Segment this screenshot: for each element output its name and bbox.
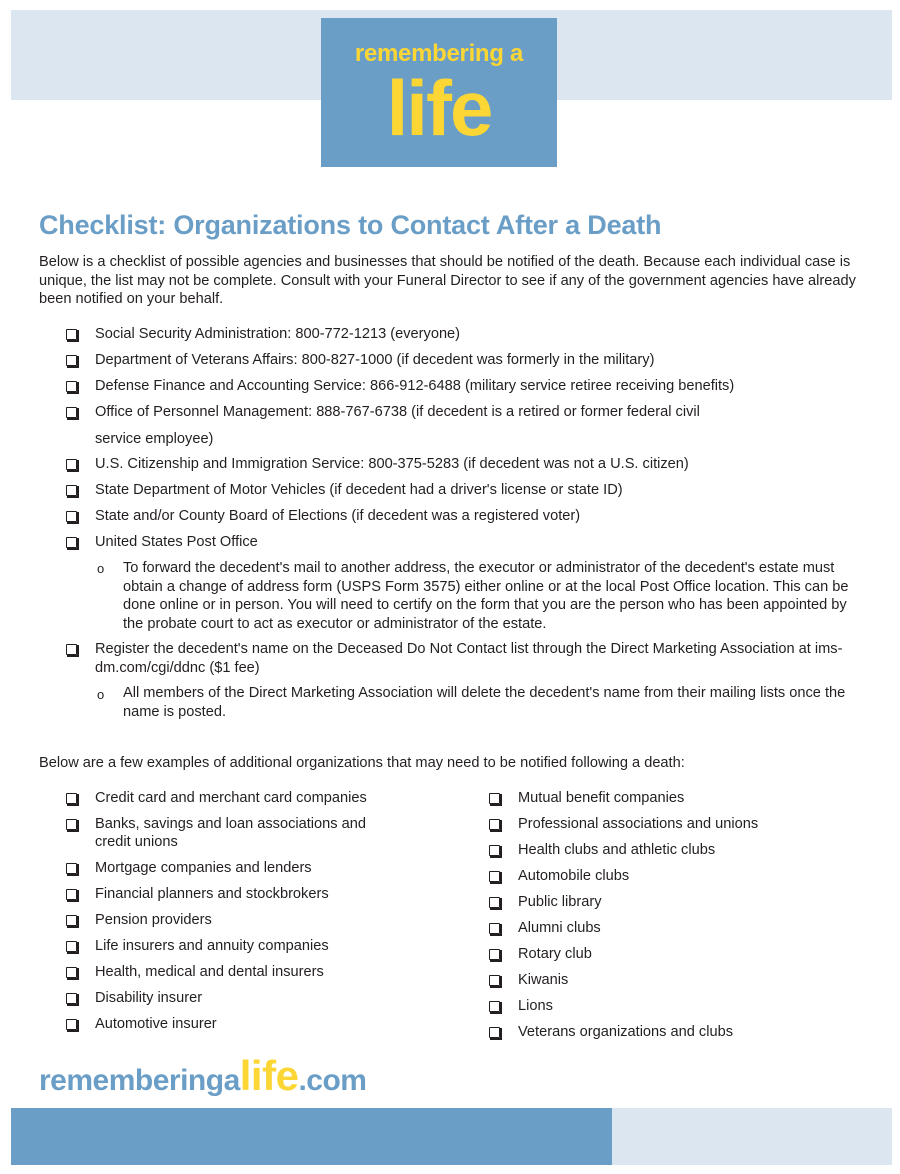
footer-band-light bbox=[612, 1108, 892, 1165]
sub-bullet-icon: o bbox=[97, 561, 105, 576]
checkbox-icon[interactable] bbox=[66, 863, 77, 874]
agency-item: United States Post Office bbox=[95, 534, 258, 550]
footer-logo-part3: life bbox=[239, 1052, 299, 1099]
checkbox-icon[interactable] bbox=[66, 941, 77, 952]
checkbox-icon[interactable] bbox=[66, 537, 77, 548]
page-title: Checklist: Organizations to Contact After a Death bbox=[39, 210, 662, 240]
checkbox-icon[interactable] bbox=[66, 1019, 77, 1030]
checkbox-icon[interactable] bbox=[66, 993, 77, 1004]
checkbox-icon[interactable] bbox=[66, 407, 77, 418]
checkbox-icon[interactable] bbox=[489, 845, 500, 856]
checkbox-icon[interactable] bbox=[66, 819, 77, 830]
org-item: Financial planners and stockbrokers bbox=[95, 886, 329, 902]
checkbox-icon[interactable] bbox=[66, 329, 77, 340]
checkbox-icon[interactable] bbox=[489, 975, 500, 986]
post-office-note: To forward the decedent's mail to another address, the executor or administrator of the decedent's estate must obtain a change of address form (USPS Form 3575) either online or at the local Post Office location. This can be done online or in person. You will need to certify on the form that you are the person who has been appointed by the probate court to act as executor or administrator of the estate. bbox=[123, 560, 849, 632]
additional-heading: Below are a few examples of additional organizations that may need to be notified following a death: bbox=[39, 755, 685, 771]
checkbox-icon[interactable] bbox=[66, 915, 77, 926]
org-item: Veterans organizations and clubs bbox=[518, 1024, 733, 1040]
checkbox-icon[interactable] bbox=[66, 485, 77, 496]
checkbox-icon[interactable] bbox=[66, 967, 77, 978]
footer-logo[interactable] bbox=[39, 1052, 366, 1100]
checkbox-icon[interactable] bbox=[489, 1001, 500, 1012]
org-item: Lions bbox=[518, 998, 553, 1014]
org-item: Rotary club bbox=[518, 946, 592, 962]
org-item: Professional associations and unions bbox=[518, 816, 759, 832]
org-item: Alumni clubs bbox=[518, 920, 601, 936]
intro-paragraph: Below is a checklist of possible agencies and businesses that should be notified of the death. Because each individual case is unique, the list may not be complete. Consult with your Funeral Director to see if any of the government agencies have already been notified on your behalf. bbox=[39, 254, 856, 307]
checkbox-icon[interactable] bbox=[489, 871, 500, 882]
agency-item: Social Security Administration: 800-772-1213 (everyone) bbox=[95, 326, 461, 342]
agency-item: Department of Veterans Affairs: 800-827-1000 (if decedent was formerly in the military) bbox=[95, 352, 655, 368]
dma-note: All members of the Direct Marketing Association will delete the decedent's name from their mailing lists once the name is posted. bbox=[123, 685, 846, 720]
logo-top-text: remembering a bbox=[354, 40, 524, 67]
checkbox-icon[interactable] bbox=[66, 381, 77, 392]
footer-logo-part4: .com bbox=[298, 1064, 367, 1097]
org-item: Public library bbox=[518, 894, 602, 910]
agency-item: State and/or County Board of Elections (if decedent was a registered voter) bbox=[95, 508, 581, 524]
sub-bullet-icon: o bbox=[97, 687, 105, 702]
checkbox-icon[interactable] bbox=[489, 1027, 500, 1038]
checkbox-icon[interactable] bbox=[489, 819, 500, 830]
checkbox-icon[interactable] bbox=[66, 889, 77, 900]
org-item: Pension providers bbox=[95, 912, 212, 928]
checkbox-icon[interactable] bbox=[489, 897, 500, 908]
logo-big-text: life bbox=[386, 64, 492, 152]
footer-logo-part2: a bbox=[223, 1064, 240, 1097]
agency-item: State Department of Motor Vehicles (if decedent had a driver's license or state ID) bbox=[95, 482, 623, 498]
agency-item: U.S. Citizenship and Immigration Service: 800-375-5283 (if decedent was not a U.S. citizen) bbox=[95, 456, 689, 472]
org-item: Automotive insurer bbox=[95, 1016, 217, 1032]
agency-item: Defense Finance and Accounting Service: 866-912-6488 (military service retiree receiving benefits) bbox=[95, 378, 735, 394]
checkbox-icon[interactable] bbox=[66, 644, 77, 655]
agency-item: Office of Personnel Management: 888-767-6738 (if decedent is a retired or former federal civil bbox=[95, 404, 700, 420]
org-item: Health, medical and dental insurers bbox=[95, 964, 324, 980]
org-item: Mortgage companies and lenders bbox=[95, 860, 312, 876]
footer-logo-part1: remembering bbox=[39, 1064, 224, 1097]
org-item: Banks, savings and loan associations and credit unions bbox=[95, 816, 366, 850]
org-item: Kiwanis bbox=[518, 972, 569, 988]
org-item: Disability insurer bbox=[95, 990, 203, 1006]
org-item: Health clubs and athletic clubs bbox=[518, 842, 716, 858]
dma-item: Register the decedent's name on the Deceased Do Not Contact list through the Direct Marketing Association at ims-dm.com/cgi/ddnc ($1 fee) bbox=[95, 641, 843, 676]
org-item: Life insurers and annuity companies bbox=[95, 938, 329, 954]
org-item: Credit card and merchant card companies bbox=[95, 790, 367, 806]
org-item: Automobile clubs bbox=[518, 868, 630, 884]
checkbox-icon[interactable] bbox=[66, 459, 77, 470]
agency-item-continued: service employee) bbox=[95, 431, 214, 447]
checkbox-icon[interactable] bbox=[489, 793, 500, 804]
checkbox-icon[interactable] bbox=[66, 793, 77, 804]
org-item: Mutual benefit companies bbox=[518, 790, 685, 806]
checkbox-icon[interactable] bbox=[489, 949, 500, 960]
checkbox-icon[interactable] bbox=[66, 355, 77, 366]
checkbox-icon[interactable] bbox=[66, 511, 77, 522]
brand-logo bbox=[321, 18, 557, 167]
checkbox-icon[interactable] bbox=[489, 923, 500, 934]
footer-band-blue bbox=[11, 1108, 612, 1165]
